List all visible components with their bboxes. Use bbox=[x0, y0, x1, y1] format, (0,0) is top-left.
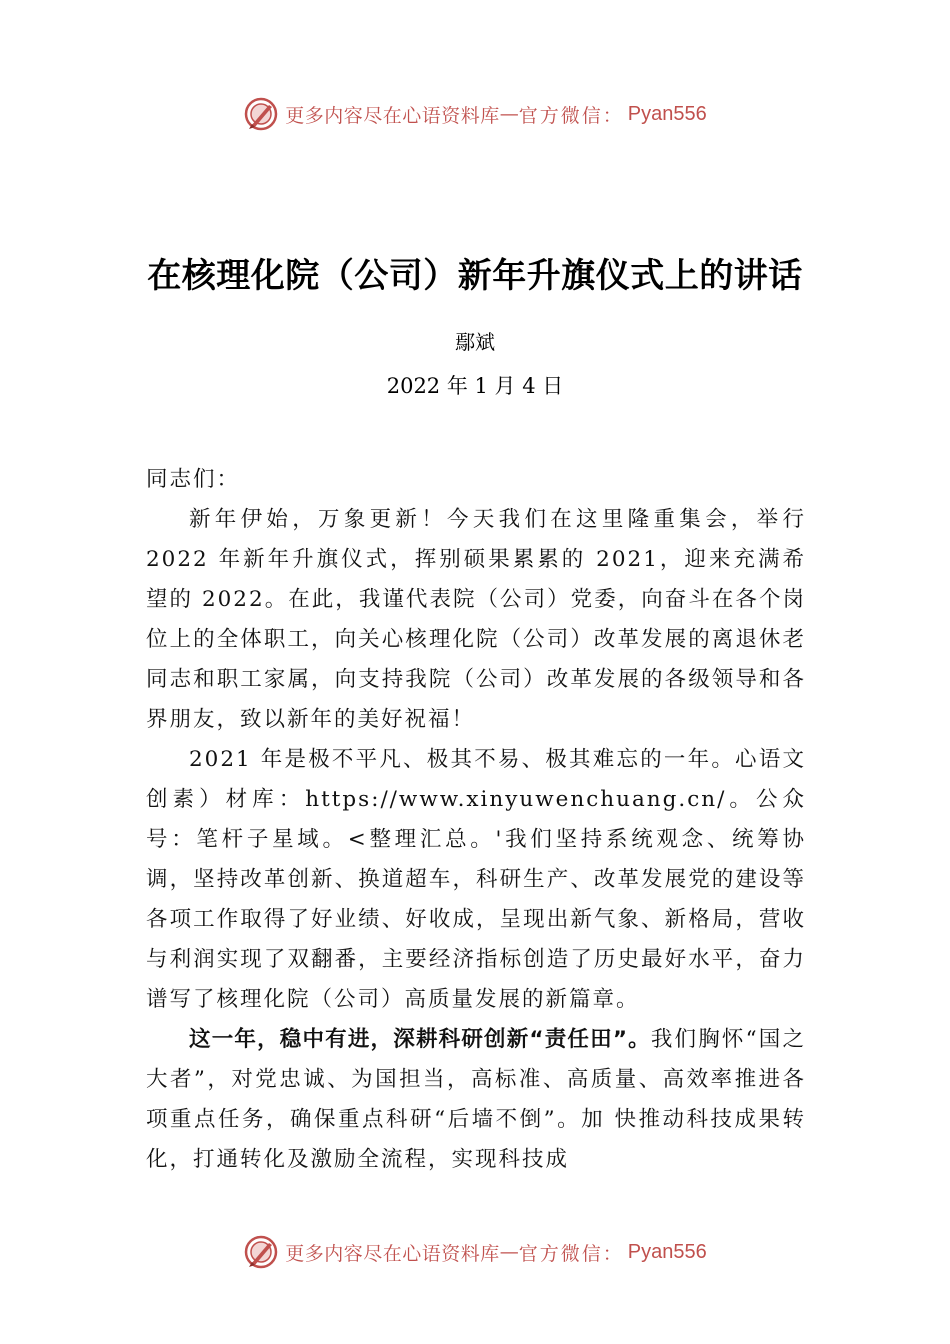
banner-text: 更多内容尽在心语资料库 bbox=[285, 1242, 500, 1265]
paragraph-3 bbox=[146, 1020, 806, 1180]
banner-separator: — bbox=[499, 1241, 519, 1263]
header-banner bbox=[0, 94, 950, 134]
paragraph-2: 2021 年是极不平凡、极其不易、极其难忘的一年。心语文创素）材库：https://www.xinyuwenchuang.cn/。公众号：笔杆子星域。<整理汇总。'我们坚持系统观念、统筹协调，坚持改革创新、换道超车，科研生产、改革发展党的建设等各项工作取得了好业绩、好收成，呈现出新气象、新格局，营收与利润实现了双翻番，主要经济指标创造了历史最好水平，奋力谱写了核理化院（公司）高质量发展的新篇章。 bbox=[146, 747, 806, 1012]
banner-text: 更多内容尽在心语资料库 bbox=[285, 104, 500, 127]
banner-wechat-label: 官方微信： bbox=[518, 104, 624, 127]
paragraph-3-text: 我们胸怀“国之大者”，对党忠诚、为国担当，高标准、高质量、高效率推进各项重点任务，确保重点科研“后墙不倒”。加 快推动科技成果转化，打通转化及激励全流程，实现科技成 bbox=[146, 1027, 806, 1172]
paragraph-1: 新年伊始，万象更新！今天我们在这里隆重集会，举行 2022 年新年升旗仪式，挥别硕果累累的 2021，迎来充满希望的 2022。在此，我谨代表院（公司）党委，向奋斗在各个岗位上的全体职工，向关心核理化院（公司）改革发展的离退休老同志和职工家属，向支持我院（公司）改革发展的各级领导和各界朋友，致以新年的美好祝福！ bbox=[146, 507, 806, 732]
document-body bbox=[146, 460, 806, 1180]
document-date: 2022 年 1 月 4 日 bbox=[386, 374, 564, 398]
brush-logo-icon bbox=[243, 96, 279, 132]
greeting: 同志们： bbox=[146, 467, 241, 492]
document-author: 鄢斌 bbox=[455, 330, 495, 354]
paragraph-3-heading: 这一年，稳中有进，深耕科研创新“责任田”。 bbox=[189, 1027, 651, 1052]
brush-logo-icon bbox=[243, 1234, 279, 1270]
document-title: 在核理化院（公司）新年升旗仪式上的讲话 bbox=[147, 256, 803, 296]
banner-wechat-id: Pyan556 bbox=[627, 1240, 707, 1263]
footer-banner bbox=[0, 1232, 950, 1272]
banner-wechat-label: 官方微信： bbox=[518, 1242, 624, 1265]
banner-wechat-id: Pyan556 bbox=[627, 102, 707, 125]
banner-separator: — bbox=[499, 103, 519, 125]
